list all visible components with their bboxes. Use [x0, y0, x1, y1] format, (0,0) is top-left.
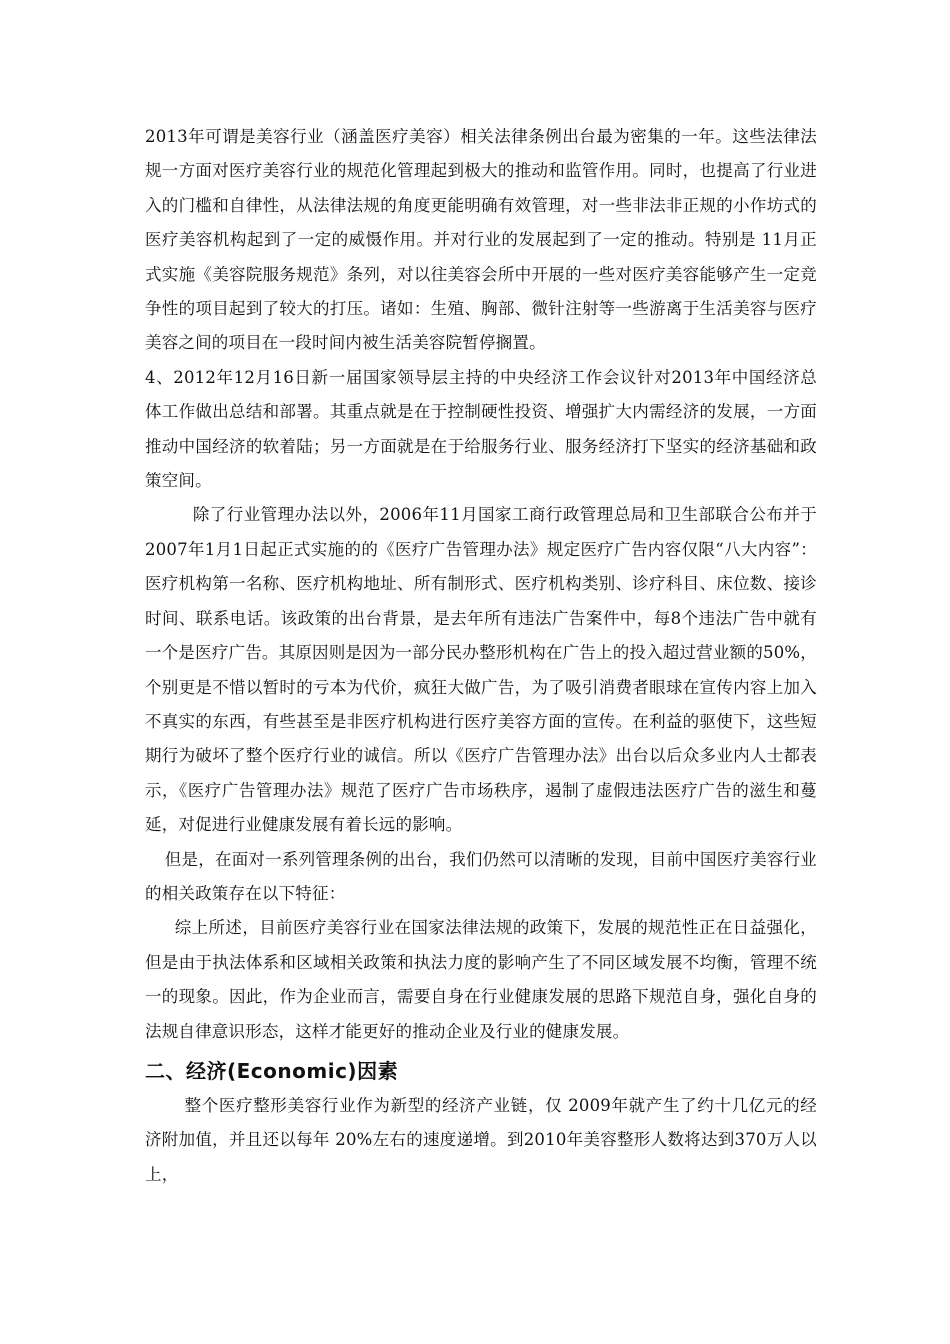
section-heading-economic: 二、经济(Economic)因素: [145, 1058, 399, 1083]
paragraph-summary: 综上所述，目前医疗美容行业在国家法律法规的政策下，发展的规范性正在日益强化，但是由于执法体系和区域相关政策和执法力度的影响产生了不同区域发展不均衡，管理不统一的现象。因此，作为企业而言，需要自身在行业健康发展的思路下规范自身，强化自身的法规自律意识形态，这样才能更好的推动企业及行业的健康发展。: [145, 918, 817, 1041]
paragraph-2013-regulations: 2013年可谓是美容行业（涵盖医疗美容）相关法律条例出台最为密集的一年。这些法律法规一方面对医疗美容行业的规范化管理起到极大的推动和监管作用。同时，也提高了行业进入的门槛和自律性，从法律法规的角度更能明确有效管理，对一些非法非正规的小作坊式的医疗美容机构起到了一定的威慑作用。并对行业的发展起到了一定的推动。特别是 11月正式实施《美容院服务规范》条列，对以往美容会所中开展的一些对医疗美容能够产生一定竞争性的项目起到了较大的打压。诸如：生殖、胸部、微针注射等一些游离于生活美容与医疗美容之间的项目在一段时间内被生活美容院暂停搁置。: [145, 127, 817, 353]
paragraph-medical-advertising: 除了行业管理办法以外，2006年11月国家工商行政管理总局和卫生部联合公布并于2007年1月1日起正式实施的的《医疗广告管理办法》规定医疗广告内容仅限“八大内容”：医疗机构第一名称、医疗机构地址、所有制形式、医疗机构类别、诊疗科目、床位数、接诊时间、联系电话。该政策的出台背景，是去年所有违法广告案件中，每8个违法广告中就有一个是医疗广告。其原因则是因为一部分民办整形机构在广告上的投入超过营业额的50%，个别更是不惜以暂时的亏本为代价，疯狂大做广告，为了吸引消费者眼球在宣传内容上加入不真实的东西，有些甚至是非医疗机构进行医疗美容方面的宣传。在利益的驱使下，这些短期行为破坏了整个医疗行业的诚信。所以《医疗广告管理办法》出台以后众多业内人士都表示，《医疗广告管理办法》规范了医疗广告市场秩序，遏制了虚假违法医疗广告的滋生和蔓延，对促进行业健康发展有着长远的影响。: [145, 505, 817, 835]
paragraph-economic-value: 整个医疗整形美容行业作为新型的经济产业链，仅 2009年就产生了约十几亿元的经济附加值，并且还以每年 20%左右的速度递增。到2010年美容整形人数将达到370万人以上，: [145, 1095, 818, 1184]
document-page: [145, 120, 817, 1192]
paragraph-economic-work-conference: 4、2012年12月16日新一届国家领导层主持的中央经济工作会议针对2013年中国经济总体工作做出总结和部署。其重点就是在于控制硬性投资、增强扩大内需经济的发展，一方面推动中国经济的软着陆；另一方面就是在于给服务行业、服务经济打下坚实的经济基础和政策空间。: [145, 367, 817, 491]
paragraph-policy-features: 但是，在面对一系列管理条例的出台，我们仍然可以清晰的发现，目前中国医疗美容行业的相关政策存在以下特征：: [145, 849, 817, 903]
